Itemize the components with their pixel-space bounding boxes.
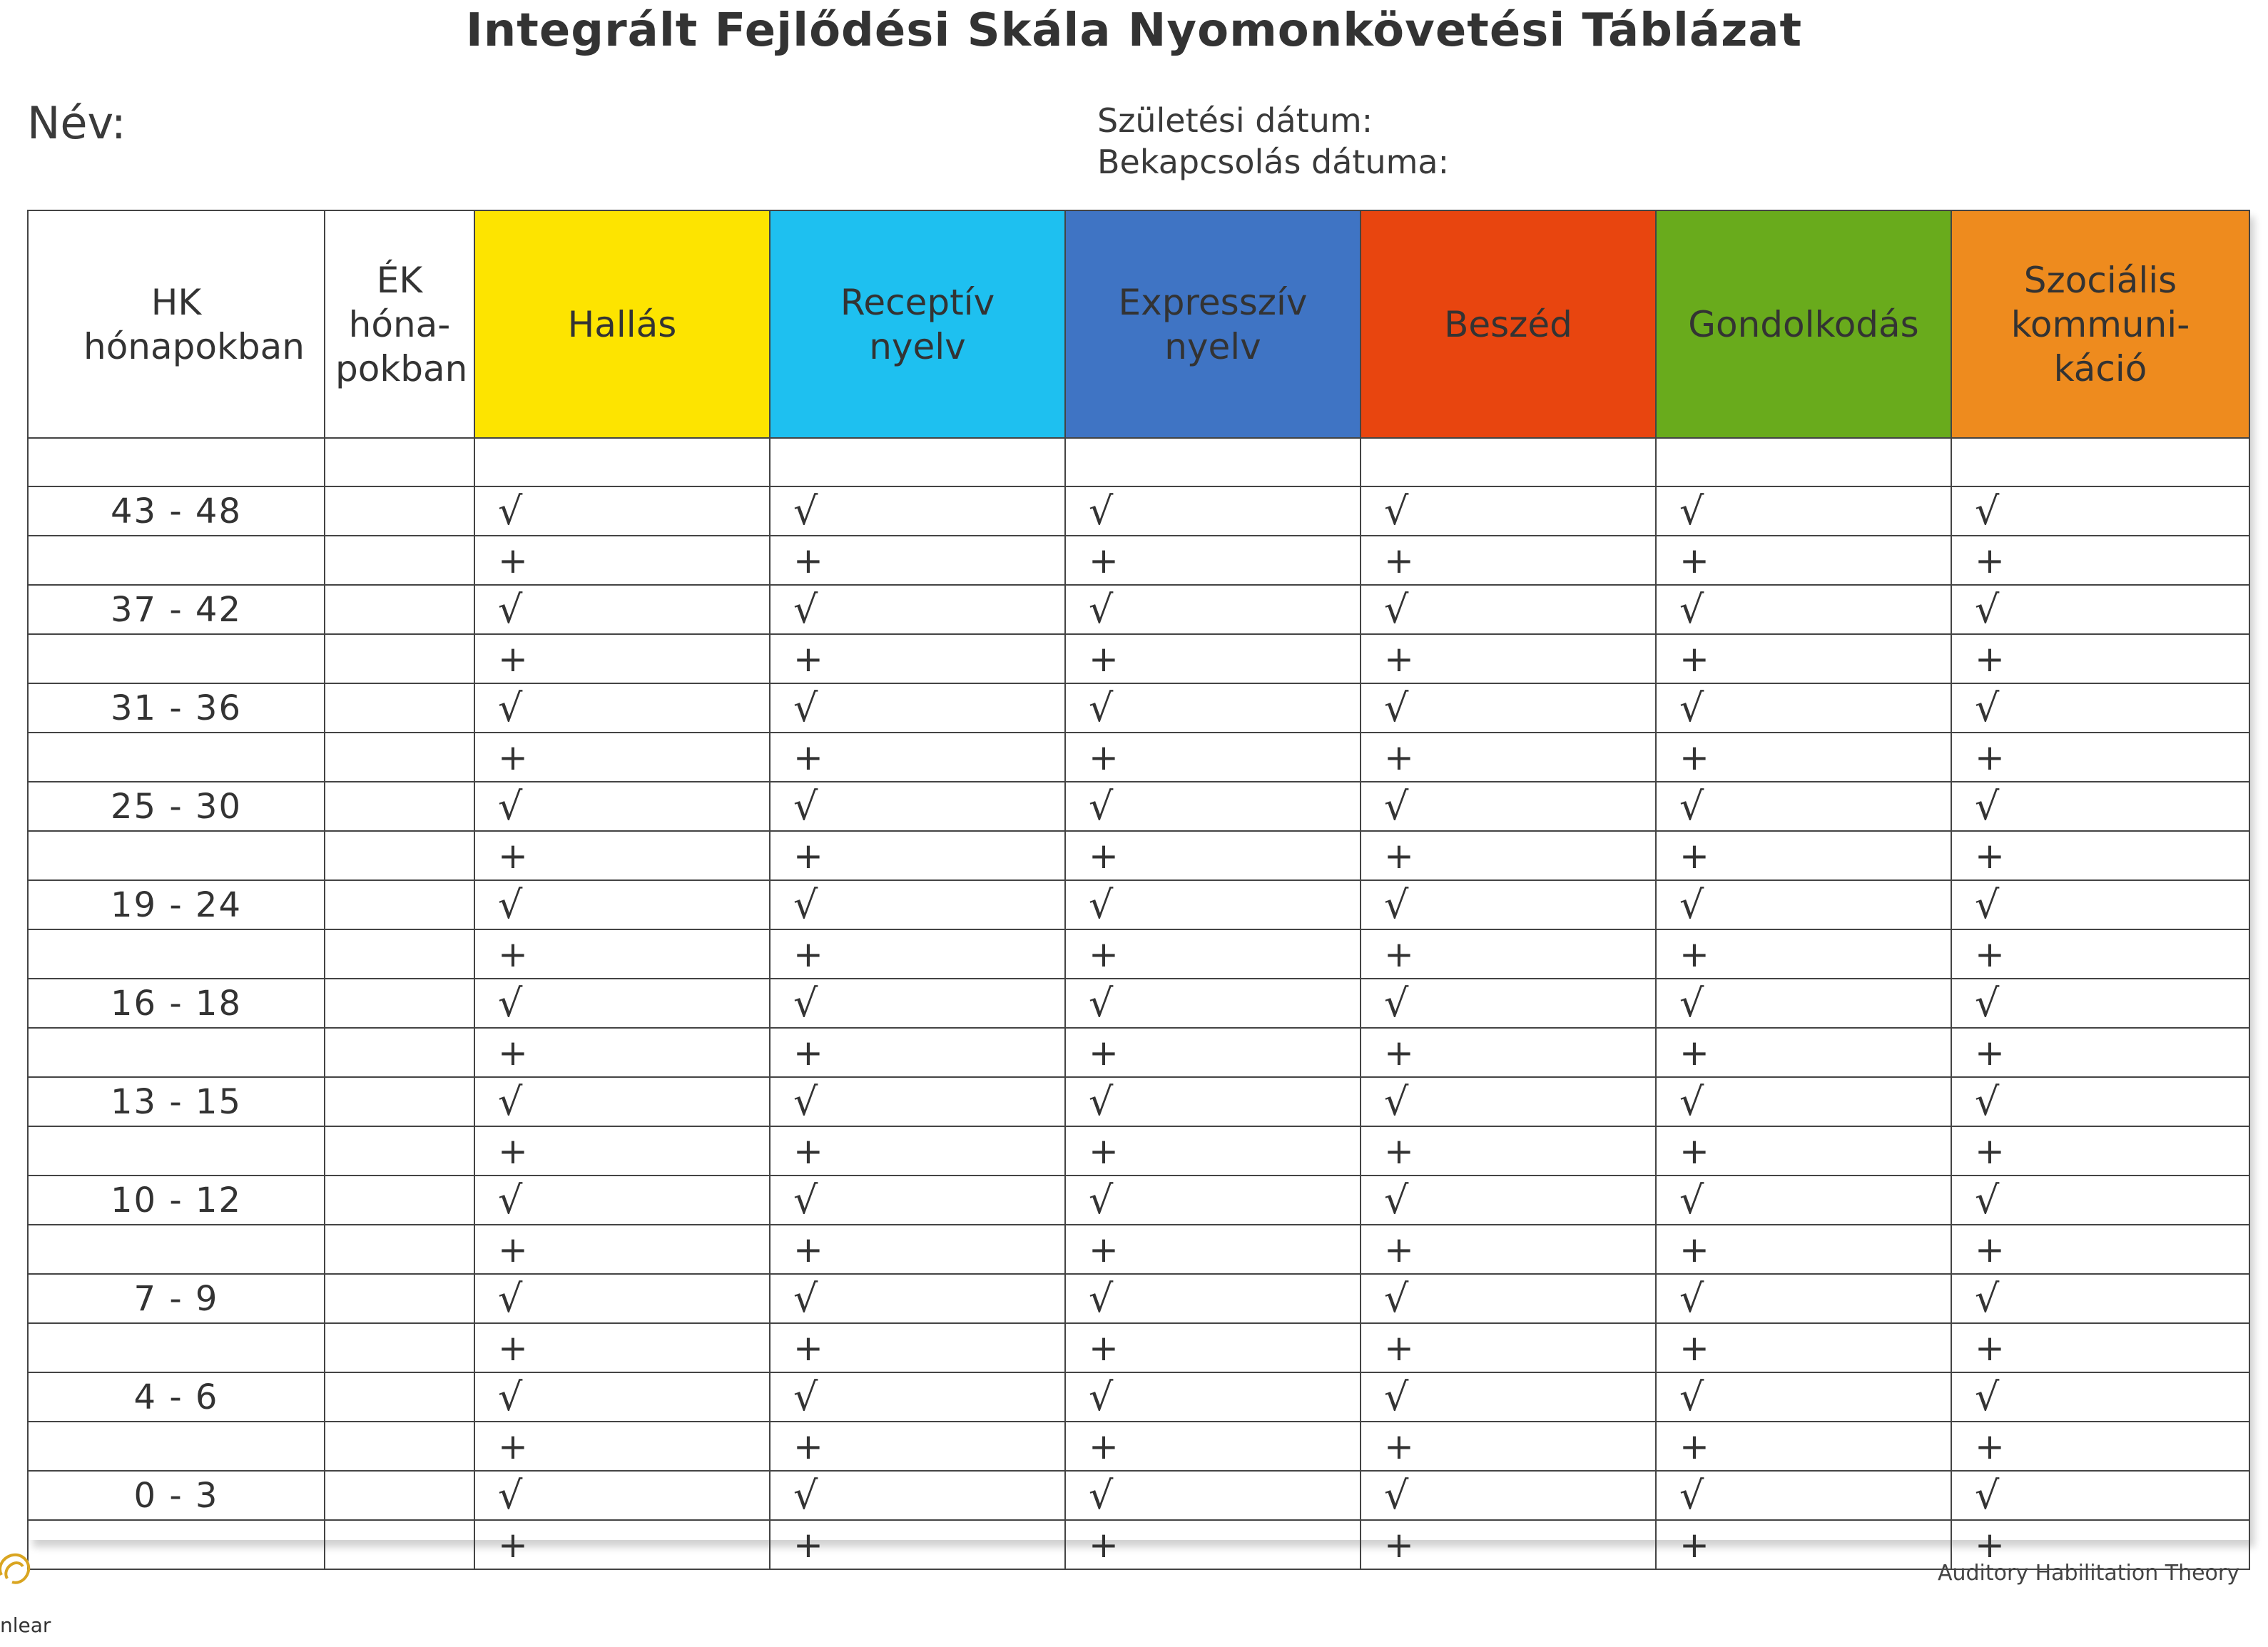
plus-mark-cell[interactable]: + — [1065, 536, 1361, 585]
table-row-plus — [28, 536, 2249, 585]
ek-cell[interactable] — [325, 1471, 474, 1520]
spacer-cell — [1656, 438, 1951, 486]
ek-cell[interactable] — [325, 1372, 474, 1422]
table-row-range — [28, 585, 2249, 634]
check-mark-cell[interactable]: √ — [770, 1077, 1065, 1126]
plus-mark-cell[interactable]: + — [474, 1225, 770, 1274]
spacer-cell — [770, 438, 1065, 486]
header-row — [28, 210, 2249, 438]
range-cell: 10 - 12 — [28, 1176, 325, 1225]
check-mark-cell[interactable]: √ — [1656, 1372, 1951, 1422]
plus-mark-cell[interactable]: + — [474, 536, 770, 585]
spacer-cell — [325, 438, 474, 486]
header-hk — [28, 210, 325, 438]
header-beszed — [1361, 210, 1656, 438]
plus-mark-cell[interactable]: + — [770, 831, 1065, 880]
plus-mark-cell[interactable]: + — [1065, 1422, 1361, 1471]
spacer-row — [28, 438, 2249, 486]
check-mark-cell[interactable]: √ — [1656, 782, 1951, 831]
check-mark-cell[interactable]: √ — [474, 1274, 770, 1323]
plus-mark-cell[interactable]: + — [1065, 1225, 1361, 1274]
plus-mark-cell[interactable]: + — [770, 1225, 1065, 1274]
table-row-plus — [28, 1520, 2249, 1569]
check-mark-cell[interactable]: √ — [1656, 880, 1951, 929]
check-mark-cell[interactable]: √ — [1361, 486, 1656, 536]
header-beszed-label: Beszéd — [1444, 303, 1572, 345]
check-mark-cell[interactable]: √ — [770, 782, 1065, 831]
check-mark-cell[interactable]: √ — [474, 880, 770, 929]
tracking-sheet — [27, 210, 2249, 1566]
header-hallas-label: Hallás — [567, 303, 677, 345]
header-hk-label: HK hónapokban — [83, 281, 305, 367]
plus-mark-cell[interactable]: + — [1361, 536, 1656, 585]
plus-mark-cell[interactable]: + — [1656, 1225, 1951, 1274]
range-cell: 13 - 15 — [28, 1077, 325, 1126]
plus-mark-cell[interactable]: + — [1065, 1520, 1361, 1569]
check-mark-cell[interactable]: √ — [1065, 782, 1361, 831]
plus-mark-cell[interactable]: + — [1951, 929, 2249, 979]
table-row-range — [28, 782, 2249, 831]
plus-mark-cell[interactable]: + — [1951, 634, 2249, 683]
table-row-plus — [28, 929, 2249, 979]
check-mark-cell[interactable]: √ — [474, 1372, 770, 1422]
plus-mark-cell[interactable]: + — [1951, 831, 2249, 880]
logo-icon — [0, 1546, 37, 1596]
check-mark-cell[interactable]: √ — [770, 486, 1065, 536]
header-gondolkodas-label: Gondolkodás — [1688, 303, 1919, 345]
range-cell — [28, 536, 325, 585]
plus-mark-cell[interactable]: + — [1951, 1126, 2249, 1176]
birth-date-label: Születési dátum: — [1097, 101, 1373, 140]
ek-cell[interactable] — [325, 782, 474, 831]
range-cell — [28, 1422, 325, 1471]
range-cell — [28, 1323, 325, 1372]
ek-cell[interactable] — [325, 1323, 474, 1372]
ek-cell[interactable] — [325, 831, 474, 880]
ek-cell[interactable] — [325, 929, 474, 979]
name-label: Név: — [27, 97, 126, 149]
plus-mark-cell[interactable]: + — [1065, 733, 1361, 782]
check-mark-cell[interactable]: √ — [1656, 683, 1951, 733]
plus-mark-cell[interactable]: + — [770, 733, 1065, 782]
spacer-cell — [1361, 438, 1656, 486]
plus-mark-cell[interactable]: + — [1361, 1520, 1656, 1569]
table-row-plus — [28, 1126, 2249, 1176]
table-row-plus — [28, 1323, 2249, 1372]
spacer-cell — [28, 438, 325, 486]
check-mark-cell[interactable]: √ — [1361, 1176, 1656, 1225]
check-mark-cell[interactable]: √ — [474, 782, 770, 831]
plus-mark-cell[interactable]: + — [474, 1323, 770, 1372]
ek-cell[interactable] — [325, 634, 474, 683]
check-mark-cell[interactable]: √ — [474, 486, 770, 536]
table-body — [28, 438, 2249, 1569]
spacer-cell — [474, 438, 770, 486]
check-mark-cell[interactable]: √ — [1361, 585, 1656, 634]
plus-mark-cell[interactable]: + — [1656, 831, 1951, 880]
ek-cell[interactable] — [325, 585, 474, 634]
page-title: Integrált Fejlődési Skála Nyomonkövetési Táblázat — [465, 4, 1803, 57]
check-mark-cell[interactable]: √ — [1951, 683, 2249, 733]
range-cell: 43 - 48 — [28, 486, 325, 536]
check-mark-cell[interactable]: √ — [1361, 1372, 1656, 1422]
check-mark-cell[interactable]: √ — [1951, 782, 2249, 831]
range-cell — [28, 1126, 325, 1176]
plus-mark-cell[interactable]: + — [1361, 733, 1656, 782]
table-row-range — [28, 1077, 2249, 1126]
plus-mark-cell[interactable]: + — [1951, 536, 2249, 585]
check-mark-cell[interactable]: √ — [474, 1176, 770, 1225]
plus-mark-cell[interactable]: + — [770, 1323, 1065, 1372]
range-cell: 0 - 3 — [28, 1471, 325, 1520]
plus-mark-cell[interactable]: + — [1361, 831, 1656, 880]
check-mark-cell[interactable]: √ — [474, 1471, 770, 1520]
check-mark-cell[interactable]: √ — [474, 683, 770, 733]
check-mark-cell[interactable]: √ — [1951, 486, 2249, 536]
plus-mark-cell[interactable]: + — [770, 634, 1065, 683]
plus-mark-cell[interactable]: + — [1065, 634, 1361, 683]
date-info — [1097, 100, 1449, 183]
plus-mark-cell[interactable]: + — [1951, 1520, 2249, 1569]
plus-mark-cell[interactable]: + — [1656, 1323, 1951, 1372]
check-mark-cell[interactable]: √ — [1065, 1077, 1361, 1126]
ek-cell[interactable] — [325, 1520, 474, 1569]
ek-cell[interactable] — [325, 1422, 474, 1471]
logo-text: nlear — [0, 1613, 51, 1637]
check-mark-cell[interactable]: √ — [1361, 1471, 1656, 1520]
ek-cell[interactable] — [325, 1176, 474, 1225]
plus-mark-cell[interactable]: + — [1951, 1422, 2249, 1471]
check-mark-cell[interactable]: √ — [1065, 683, 1361, 733]
range-cell — [28, 733, 325, 782]
check-mark-cell[interactable]: √ — [1065, 585, 1361, 634]
check-mark-cell[interactable]: √ — [474, 585, 770, 634]
header-gondolkodas — [1656, 210, 1951, 438]
check-mark-cell[interactable]: √ — [1951, 585, 2249, 634]
ek-cell[interactable] — [325, 486, 474, 536]
check-mark-cell[interactable]: √ — [770, 1274, 1065, 1323]
check-mark-cell[interactable]: √ — [770, 1176, 1065, 1225]
ek-cell[interactable] — [325, 733, 474, 782]
plus-mark-cell[interactable]: + — [1951, 733, 2249, 782]
plus-mark-cell[interactable]: + — [474, 1520, 770, 1569]
check-mark-cell[interactable]: √ — [1361, 683, 1656, 733]
table-row-plus — [28, 831, 2249, 880]
plus-mark-cell[interactable]: + — [1361, 1225, 1656, 1274]
plus-mark-cell[interactable]: + — [1361, 1126, 1656, 1176]
plus-mark-cell[interactable]: + — [474, 1028, 770, 1077]
check-mark-cell[interactable]: √ — [770, 585, 1065, 634]
table-row-range — [28, 880, 2249, 929]
plus-mark-cell[interactable]: + — [1065, 1323, 1361, 1372]
ek-cell[interactable] — [325, 880, 474, 929]
check-mark-cell[interactable]: √ — [1656, 486, 1951, 536]
check-mark-cell[interactable]: √ — [1656, 1471, 1951, 1520]
table-row-range — [28, 979, 2249, 1028]
plus-mark-cell[interactable]: + — [1656, 1422, 1951, 1471]
check-mark-cell[interactable]: √ — [1951, 1176, 2249, 1225]
check-mark-cell[interactable]: √ — [1065, 1471, 1361, 1520]
plus-mark-cell[interactable]: + — [1656, 1520, 1951, 1569]
plus-mark-cell[interactable]: + — [474, 1126, 770, 1176]
plus-mark-cell[interactable]: + — [770, 1520, 1065, 1569]
plus-mark-cell[interactable]: + — [1656, 634, 1951, 683]
ek-cell[interactable] — [325, 683, 474, 733]
check-mark-cell[interactable]: √ — [474, 1077, 770, 1126]
ek-cell[interactable] — [325, 1126, 474, 1176]
table-row-plus — [28, 1028, 2249, 1077]
plus-mark-cell[interactable]: + — [1656, 1126, 1951, 1176]
check-mark-cell[interactable]: √ — [1065, 1176, 1361, 1225]
plus-mark-cell[interactable]: + — [770, 536, 1065, 585]
check-mark-cell[interactable]: √ — [474, 979, 770, 1028]
ek-cell[interactable] — [325, 536, 474, 585]
range-cell: 31 - 36 — [28, 683, 325, 733]
range-cell: 4 - 6 — [28, 1372, 325, 1422]
plus-mark-cell[interactable]: + — [770, 1126, 1065, 1176]
plus-mark-cell[interactable]: + — [1656, 536, 1951, 585]
plus-mark-cell[interactable]: + — [1656, 733, 1951, 782]
footer-text: Auditory Habilitation Theory — [1937, 1561, 2239, 1586]
plus-mark-cell[interactable]: + — [474, 634, 770, 683]
check-mark-cell[interactable]: √ — [770, 979, 1065, 1028]
plus-mark-cell[interactable]: + — [1065, 929, 1361, 979]
table-row-plus — [28, 1422, 2249, 1471]
check-mark-cell[interactable]: √ — [1656, 979, 1951, 1028]
header-ek — [325, 210, 474, 438]
ek-cell[interactable] — [325, 1225, 474, 1274]
check-mark-cell[interactable]: √ — [1361, 782, 1656, 831]
check-mark-cell[interactable]: √ — [1656, 585, 1951, 634]
table-row-plus — [28, 634, 2249, 683]
plus-mark-cell[interactable]: + — [770, 1422, 1065, 1471]
plus-mark-cell[interactable]: + — [1951, 1225, 2249, 1274]
ek-cell[interactable] — [325, 979, 474, 1028]
range-cell — [28, 1225, 325, 1274]
table-row-range — [28, 1274, 2249, 1323]
range-cell: 19 - 24 — [28, 880, 325, 929]
header-receptiv-label: Receptív nyelv — [840, 281, 995, 367]
ek-cell[interactable] — [325, 1077, 474, 1126]
range-cell — [28, 1520, 325, 1569]
check-mark-cell[interactable]: √ — [1951, 1471, 2249, 1520]
range-cell: 7 - 9 — [28, 1274, 325, 1323]
table-row-range — [28, 1471, 2249, 1520]
check-mark-cell[interactable]: √ — [1361, 1274, 1656, 1323]
plus-mark-cell[interactable]: + — [770, 929, 1065, 979]
range-cell: 25 - 30 — [28, 782, 325, 831]
check-mark-cell[interactable]: √ — [770, 683, 1065, 733]
check-mark-cell[interactable]: √ — [1951, 979, 2249, 1028]
plus-mark-cell[interactable]: + — [1361, 1028, 1656, 1077]
table-row-range — [28, 1372, 2249, 1422]
check-mark-cell[interactable]: √ — [1361, 1077, 1656, 1126]
check-mark-cell[interactable]: √ — [1065, 880, 1361, 929]
check-mark-cell[interactable]: √ — [1656, 1077, 1951, 1126]
check-mark-cell[interactable]: √ — [1951, 1372, 2249, 1422]
plus-mark-cell[interactable]: + — [1065, 1028, 1361, 1077]
plus-mark-cell[interactable]: + — [1361, 1422, 1656, 1471]
check-mark-cell[interactable]: √ — [1951, 1077, 2249, 1126]
header-szocialis — [1951, 210, 2249, 438]
check-mark-cell[interactable]: √ — [770, 880, 1065, 929]
plus-mark-cell[interactable]: + — [474, 733, 770, 782]
check-mark-cell[interactable]: √ — [770, 1372, 1065, 1422]
check-mark-cell[interactable]: √ — [1065, 1372, 1361, 1422]
activation-date-label: Bekapcsolás dátuma: — [1097, 143, 1450, 181]
table-row-plus — [28, 1225, 2249, 1274]
plus-mark-cell[interactable]: + — [770, 1028, 1065, 1077]
range-cell: 16 - 18 — [28, 979, 325, 1028]
plus-mark-cell[interactable]: + — [474, 831, 770, 880]
header-ek-label: ÉK hóna-pokban — [335, 259, 468, 389]
plus-mark-cell[interactable]: + — [1951, 1028, 2249, 1077]
ek-cell[interactable] — [325, 1028, 474, 1077]
plus-mark-cell[interactable]: + — [1361, 1323, 1656, 1372]
table-row-plus — [28, 733, 2249, 782]
plus-mark-cell[interactable]: + — [1361, 929, 1656, 979]
plus-mark-cell[interactable]: + — [1656, 1028, 1951, 1077]
check-mark-cell[interactable]: √ — [1065, 1274, 1361, 1323]
range-cell — [28, 1028, 325, 1077]
check-mark-cell[interactable]: √ — [1656, 1176, 1951, 1225]
range-cell — [28, 929, 325, 979]
table-row-range — [28, 486, 2249, 536]
plus-mark-cell[interactable]: + — [1951, 1323, 2249, 1372]
spacer-cell — [1951, 438, 2249, 486]
plus-mark-cell[interactable]: + — [1361, 634, 1656, 683]
header-receptiv — [770, 210, 1065, 438]
check-mark-cell[interactable]: √ — [1065, 979, 1361, 1028]
header-hallas — [474, 210, 770, 438]
range-cell: 37 - 42 — [28, 585, 325, 634]
check-mark-cell[interactable]: √ — [770, 1471, 1065, 1520]
check-mark-cell[interactable]: √ — [1656, 1274, 1951, 1323]
table-row-range — [28, 1176, 2249, 1225]
plus-mark-cell[interactable]: + — [474, 1422, 770, 1471]
tracking-table — [27, 210, 2250, 1570]
plus-mark-cell[interactable]: + — [1656, 929, 1951, 979]
check-mark-cell[interactable]: √ — [1951, 1274, 2249, 1323]
header-szocialis-label: Szociális kommuni-káció — [2010, 259, 2190, 389]
range-cell — [28, 634, 325, 683]
check-mark-cell[interactable]: √ — [1361, 880, 1656, 929]
check-mark-cell[interactable]: √ — [1951, 880, 2249, 929]
plus-mark-cell[interactable]: + — [474, 929, 770, 979]
check-mark-cell[interactable]: √ — [1065, 486, 1361, 536]
header-expressziv — [1065, 210, 1361, 438]
range-cell — [28, 831, 325, 880]
table-row-range — [28, 683, 2249, 733]
ek-cell[interactable] — [325, 1274, 474, 1323]
check-mark-cell[interactable]: √ — [1361, 979, 1656, 1028]
header-expressziv-label: Expresszív nyelv — [1118, 281, 1308, 367]
plus-mark-cell[interactable]: + — [1065, 831, 1361, 880]
plus-mark-cell[interactable]: + — [1065, 1126, 1361, 1176]
spacer-cell — [1065, 438, 1361, 486]
